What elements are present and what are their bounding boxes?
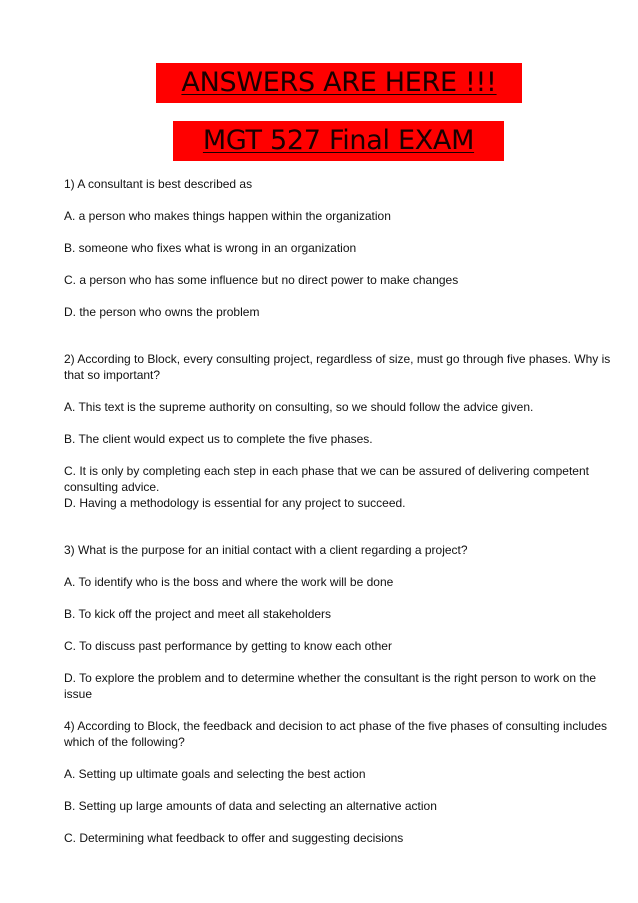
- exam-content: [64, 176, 624, 846]
- question-2-option-c: C. It is only by completing each step in each phase that we can be assured of delivering competent consulting advice.: [64, 464, 589, 494]
- question-1-option-c: C. a person who has some influence but no direct power to make changes: [64, 273, 459, 287]
- question-4-option-c: C. Determining what feedback to offer and suggesting decisions: [64, 831, 404, 845]
- question-1-option-d: D. the person who owns the problem: [64, 305, 260, 319]
- question-1-option-a: A. a person who makes things happen within the organization: [64, 209, 391, 223]
- question-2-option-b: B. The client would expect us to complete the five phases.: [64, 432, 373, 446]
- question-3: 3) What is the purpose for an initial contact with a client regarding a project?: [64, 543, 468, 557]
- question-3-option-a: A. To identify who is the boss and where the work will be done: [64, 575, 394, 589]
- question-4-option-a: A. Setting up ultimate goals and selecting the best action: [64, 767, 366, 781]
- question-2-option-d: D. Having a methodology is essential for any project to succeed.: [64, 496, 406, 510]
- question-4-option-b: B. Setting up large amounts of data and selecting an alternative action: [64, 799, 437, 813]
- question-4: 4) According to Block, the feedback and decision to act phase of the five phases of consulting includes which of the following?: [64, 719, 608, 749]
- question-3-option-d: D. To explore the problem and to determine whether the consultant is the right person to work on the issue: [64, 671, 597, 701]
- exam-title-banner: MGT 527 Final EXAM: [173, 121, 504, 161]
- question-2-option-a: A. This text is the supreme authority on consulting, so we should follow the advice given.: [64, 400, 534, 414]
- question-2: 2) According to Block, every consulting project, regardless of size, must go through five phases. Why is that so important?: [64, 352, 611, 382]
- question-1: 1) A consultant is best described as: [64, 177, 253, 191]
- question-3-option-b: B. To kick off the project and meet all stakeholders: [64, 607, 332, 621]
- question-1-option-b: B. someone who fixes what is wrong in an organization: [64, 241, 357, 255]
- question-3-option-c: C. To discuss past performance by getting to know each other: [64, 639, 392, 653]
- answers-banner: ANSWERS ARE HERE !!!: [156, 63, 522, 103]
